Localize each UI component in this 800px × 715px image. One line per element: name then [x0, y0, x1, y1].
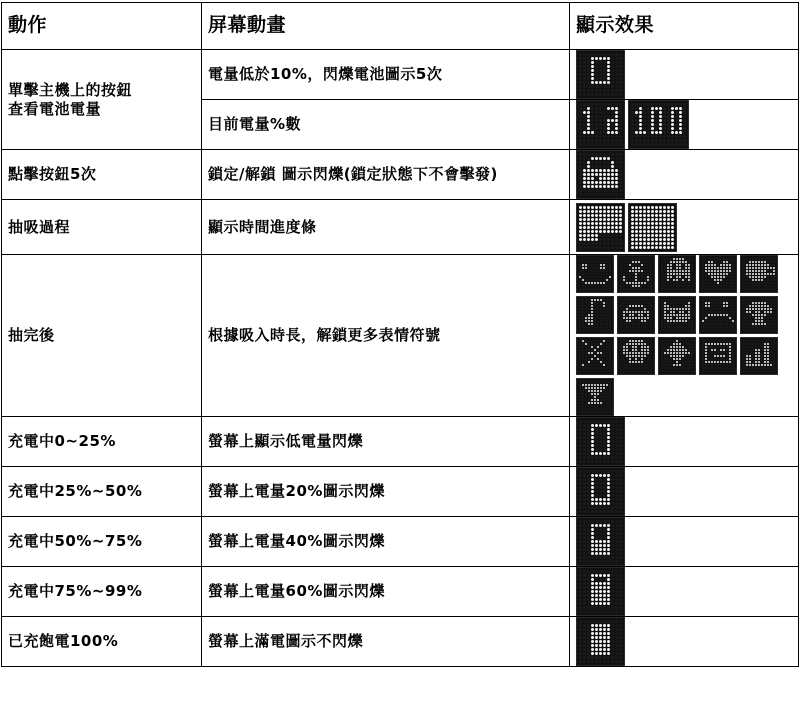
display-cell [570, 50, 799, 100]
music-note-icon [576, 296, 614, 334]
action-line-2: 查看電池電量 [8, 99, 102, 118]
animation-cell: 顯示時間進度條 [202, 200, 570, 255]
display-cell [570, 467, 799, 517]
skull-icon [617, 337, 655, 375]
emoji-icon-group [576, 255, 792, 416]
chart-icon [740, 337, 778, 375]
display-cell [570, 567, 799, 617]
display-cell [570, 517, 799, 567]
table-row [2, 150, 799, 200]
icon-group [576, 567, 792, 616]
action-cell: 已充飽電100% [2, 617, 202, 667]
animation-cell: 螢幕上滿電圖示不閃爍 [202, 617, 570, 667]
percent-14-icon [576, 100, 625, 149]
animation-cell: 電量低於10%，閃爍電池圖示5次 [202, 50, 570, 100]
display-cell [570, 200, 799, 255]
sparkle-icon [576, 337, 614, 375]
table-row [2, 255, 799, 417]
table-row [2, 517, 799, 567]
smile-icon [576, 255, 614, 293]
animation-cell: 螢幕上顯示低電量閃爍 [202, 417, 570, 467]
icon-group [576, 150, 792, 199]
battery-low-icon [576, 50, 625, 99]
tree-icon [658, 337, 696, 375]
action-cell: 抽吸過程 [2, 200, 202, 255]
action-cell: 充電中0~25% [2, 417, 202, 467]
mushroom-icon [740, 296, 778, 334]
action-cell: 抽完後 [2, 255, 202, 417]
spec-sheet [0, 2, 800, 715]
column-header-action: 動作 [2, 3, 202, 50]
percent-100-icon [628, 100, 689, 149]
behavior-spec-table [1, 2, 799, 667]
trophy-icon [576, 378, 614, 416]
icon-group [576, 203, 792, 252]
action-cell: 充電中50%~75% [2, 517, 202, 567]
display-cell [570, 150, 799, 200]
ghost-icon [658, 255, 696, 293]
action-cell: 點擊按鈕5次 [2, 150, 202, 200]
column-header-display: 顯示效果 [570, 3, 799, 50]
action-cell: 充電中75%~99% [2, 567, 202, 617]
anchor-icon [617, 255, 655, 293]
sad-face-icon [699, 296, 737, 334]
table-row [2, 617, 799, 667]
icon-group [576, 50, 792, 99]
battery-60-icon [576, 567, 625, 616]
animation-cell: 根據吸入時長，解鎖更多表情符號 [202, 255, 570, 417]
icon-group [576, 417, 792, 466]
display-cell [570, 417, 799, 467]
animation-cell: 螢幕上電量20%圖示閃爍 [202, 467, 570, 517]
icon-group [576, 100, 792, 149]
animation-cell: 鎖定/解鎖 圖示閃爍(鎖定狀態下不會擊發) [202, 150, 570, 200]
action-cell [2, 50, 202, 150]
progress-bar-partial-icon [576, 203, 625, 252]
animation-cell: 螢幕上電量60%圖示閃爍 [202, 567, 570, 617]
battery-20-icon [576, 467, 625, 516]
action-cell: 充電中25%~50% [2, 467, 202, 517]
display-cell [570, 255, 799, 417]
table-row [2, 50, 799, 100]
car-icon [617, 296, 655, 334]
icon-group [576, 617, 792, 666]
battery-0-icon [576, 417, 625, 466]
battery-full-icon [576, 617, 625, 666]
cat-icon [658, 296, 696, 334]
heart-icon [699, 255, 737, 293]
table-row [2, 200, 799, 255]
animation-cell: 螢幕上電量40%圖示閃爍 [202, 517, 570, 567]
table-row [2, 467, 799, 517]
icon-group [576, 517, 792, 566]
lock-icon [576, 150, 625, 199]
display-cell [570, 617, 799, 667]
table-row [2, 567, 799, 617]
action-line-1: 單擊主機上的按鈕 [8, 80, 133, 99]
table-header-row [2, 3, 799, 50]
robot-icon [699, 337, 737, 375]
table-row [2, 417, 799, 467]
icon-group [576, 467, 792, 516]
display-cell [570, 100, 799, 150]
animation-cell: 目前電量%數 [202, 100, 570, 150]
progress-bar-full-icon [628, 203, 677, 252]
cup-icon [740, 255, 778, 293]
battery-40-icon [576, 517, 625, 566]
column-header-animation: 屏幕動畫 [202, 3, 570, 50]
